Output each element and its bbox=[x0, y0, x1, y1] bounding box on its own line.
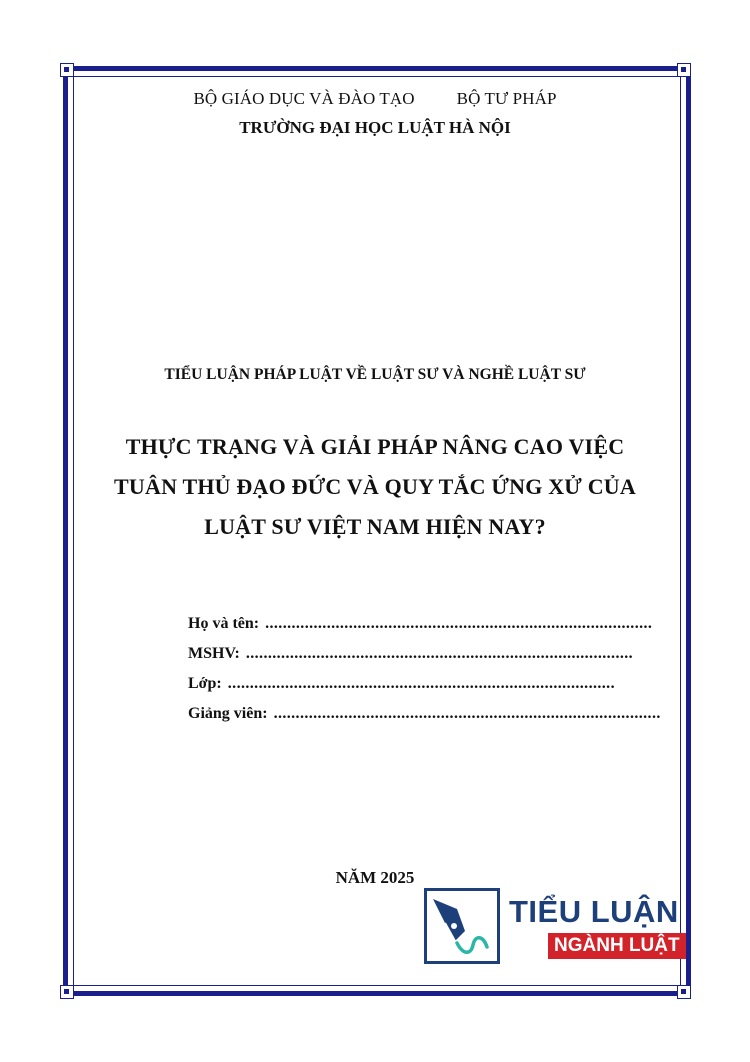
essay-title-line: THỰC TRẠNG VÀ GIẢI PHÁP NÂNG CAO VIỆC bbox=[125, 434, 625, 459]
info-row-student-id bbox=[188, 633, 634, 663]
fill-in-dots: ........................................................................................ bbox=[265, 615, 653, 632]
info-label: Họ và tên: bbox=[188, 615, 260, 632]
border-corner-ornament bbox=[677, 63, 691, 77]
info-label: Lớp: bbox=[188, 675, 222, 692]
info-row-lecturer bbox=[188, 693, 661, 723]
year: NĂM 2025 bbox=[335, 868, 415, 887]
info-row-name bbox=[188, 603, 653, 633]
pen-nib-icon bbox=[424, 888, 500, 964]
border-corner-ornament bbox=[60, 985, 74, 999]
fill-in-dots: ........................................................................................ bbox=[245, 645, 634, 662]
ministry-justice: BỘ TƯ PHÁP bbox=[456, 89, 557, 108]
ministry-education: BỘ GIÁO DỤC VÀ ĐÀO TẠO bbox=[193, 89, 415, 108]
info-label: Giảng viên: bbox=[188, 705, 268, 722]
university-name: TRƯỜNG ĐẠI HỌC LUẬT HÀ NỘI bbox=[239, 118, 511, 137]
student-info bbox=[188, 603, 661, 723]
ministries-header bbox=[0, 89, 750, 109]
border-corner-ornament bbox=[60, 63, 74, 77]
fill-in-dots: ........................................................................................ bbox=[227, 675, 615, 692]
fill-in-dots: ........................................................................................ bbox=[273, 705, 661, 722]
essay-type: TIỂU LUẬN PHÁP LUẬT VỀ LUẬT SƯ VÀ NGHỀ LUẬT SƯ bbox=[164, 366, 586, 383]
brand-logo bbox=[424, 888, 680, 968]
logo-title: TIỂU LUẬN bbox=[509, 894, 679, 929]
info-label: MSHV: bbox=[188, 645, 240, 662]
essay-title-line: LUẬT SƯ VIỆT NAM HIỆN NAY? bbox=[204, 514, 546, 539]
essay-title bbox=[0, 427, 750, 547]
essay-title-line: TUÂN THỦ ĐẠO ĐỨC VÀ QUY TẮC ỨNG XỬ CỦA bbox=[114, 474, 636, 499]
border-corner-ornament bbox=[677, 985, 691, 999]
info-row-class bbox=[188, 663, 615, 693]
logo-subtitle: NGÀNH LUẬT bbox=[548, 933, 686, 959]
